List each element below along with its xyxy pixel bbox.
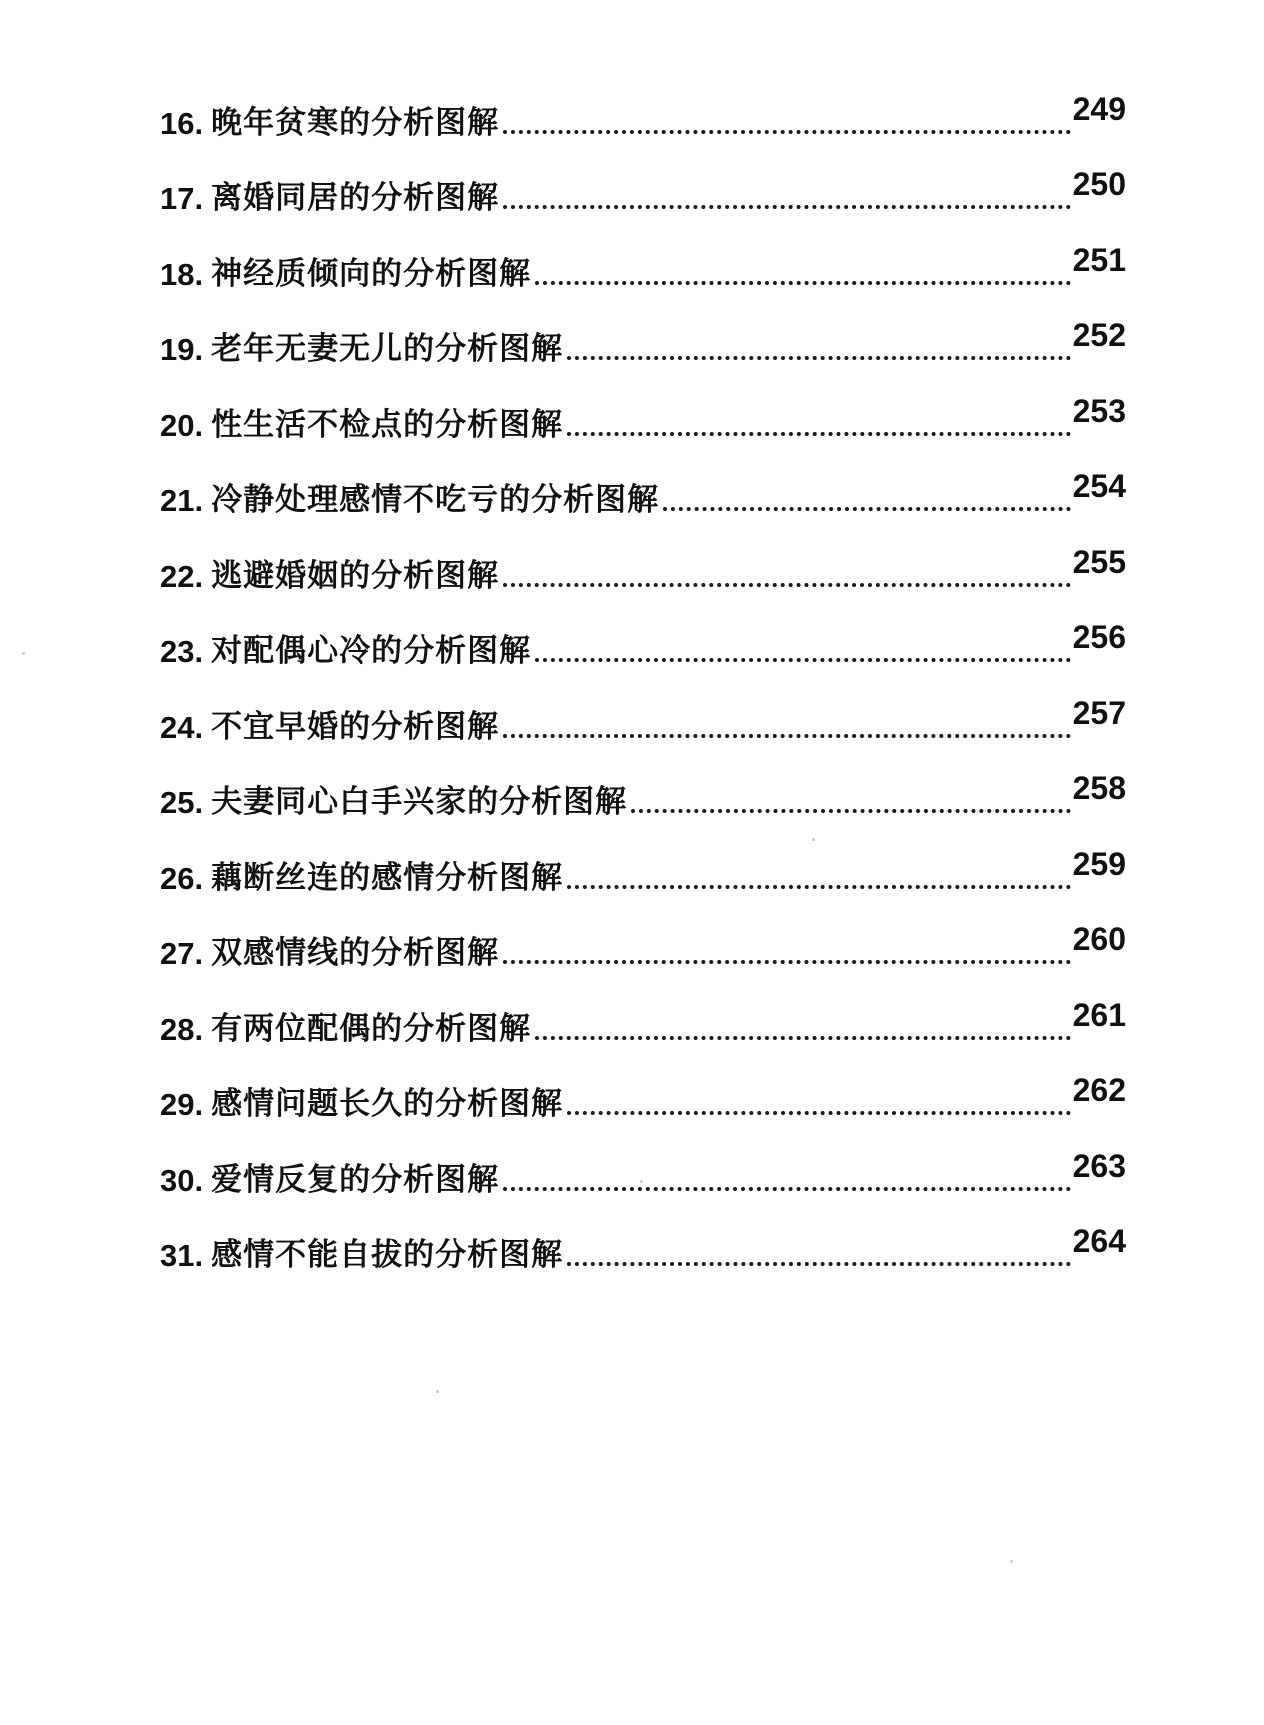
- toc-entry[interactable]: [160, 676, 1126, 752]
- toc-entry[interactable]: [160, 1054, 1126, 1130]
- toc-entry[interactable]: [160, 525, 1126, 601]
- entry-number: 19.: [160, 332, 204, 367]
- entry-number: 30.: [160, 1162, 204, 1198]
- entry-number: 18.: [160, 256, 204, 292]
- toc-entry[interactable]: [160, 827, 1126, 903]
- entry-title: 爱情反复的分析图解: [211, 1161, 500, 1198]
- dot-leader: [503, 933, 1071, 964]
- dot-leader: [535, 631, 1071, 662]
- dot-leader: [631, 782, 1071, 813]
- entry-number: 16.: [160, 105, 204, 141]
- entry-number: 25.: [160, 785, 204, 820]
- entry-page-number: 261: [1072, 996, 1126, 1033]
- entry-number: 17.: [160, 181, 204, 216]
- entry-page-number: 250: [1072, 166, 1126, 202]
- toc-entry[interactable]: [160, 1205, 1126, 1281]
- dot-leader: [567, 405, 1071, 436]
- entry-number: 29.: [160, 1087, 204, 1122]
- entry-title: 双感情线的分析图解: [211, 935, 500, 971]
- toc-entry[interactable]: [160, 374, 1126, 450]
- entry-title: 夫妻同心白手兴家的分析图解: [211, 784, 628, 820]
- entry-page-number: 254: [1072, 468, 1126, 504]
- entry-page-number: 262: [1072, 1072, 1126, 1108]
- entry-page-number: 256: [1072, 619, 1126, 655]
- entry-title: 感情问题长久的分析图解: [211, 1086, 564, 1122]
- entry-title: 对配偶心冷的分析图解: [211, 633, 532, 669]
- entry-title: 晚年贫寒的分析图解: [211, 104, 500, 141]
- entry-title: 离婚同居的分析图解: [211, 180, 500, 216]
- toc-entry[interactable]: [160, 72, 1126, 148]
- entry-title: 藕断丝连的感情分析图解: [211, 859, 564, 896]
- entry-title: 性生活不检点的分析图解: [211, 406, 564, 443]
- entry-title: 神经质倾向的分析图解: [211, 255, 532, 292]
- dot-leader: [503, 707, 1071, 738]
- dot-leader: [567, 1084, 1071, 1115]
- entry-number: 31.: [160, 1238, 204, 1273]
- entry-page-number: 252: [1072, 317, 1126, 353]
- entry-number: 20.: [160, 407, 204, 443]
- entry-page-number: 264: [1072, 1223, 1126, 1259]
- toc-entry[interactable]: [160, 978, 1126, 1054]
- toc-entry[interactable]: [160, 450, 1126, 526]
- entry-page-number: 259: [1072, 845, 1126, 882]
- toc-entry[interactable]: [160, 903, 1126, 979]
- entry-number: 27.: [160, 936, 204, 971]
- entry-page-number: 258: [1072, 770, 1126, 806]
- entry-page-number: 255: [1072, 543, 1126, 580]
- toc-entry[interactable]: [160, 299, 1126, 375]
- scan-speck: [640, 1180, 643, 1183]
- dot-leader: [567, 329, 1071, 360]
- scan-speck: [436, 1390, 439, 1393]
- entry-title: 感情不能自拔的分析图解: [211, 1237, 564, 1273]
- entry-page-number: 251: [1072, 241, 1126, 278]
- dot-leader: [535, 254, 1071, 285]
- dot-leader: [567, 1235, 1071, 1266]
- entry-title: 逃避婚姻的分析图解: [211, 557, 500, 594]
- entry-number: 28.: [160, 1011, 204, 1047]
- entry-page-number: 253: [1072, 392, 1126, 429]
- dot-leader: [503, 103, 1071, 134]
- entry-page-number: 257: [1072, 694, 1126, 731]
- entry-number: 21.: [160, 483, 204, 518]
- scan-speck: [1010, 1560, 1013, 1563]
- toc-entry[interactable]: [160, 752, 1126, 828]
- dot-leader: [567, 858, 1071, 889]
- toc-entry[interactable]: [160, 148, 1126, 224]
- scan-speck: [22, 652, 25, 655]
- entry-number: 23.: [160, 634, 204, 669]
- toc-entry[interactable]: [160, 223, 1126, 299]
- dot-leader: [503, 1160, 1071, 1191]
- entry-page-number: 260: [1072, 921, 1126, 957]
- entry-number: 22.: [160, 558, 204, 594]
- entry-page-number: 263: [1072, 1147, 1126, 1184]
- table-of-contents: [160, 72, 1126, 1280]
- toc-entry[interactable]: [160, 1129, 1126, 1205]
- dot-leader: [503, 178, 1071, 209]
- dot-leader: [535, 1009, 1071, 1040]
- entry-page-number: 249: [1072, 90, 1126, 127]
- scan-speck: [812, 838, 815, 841]
- toc-entry[interactable]: [160, 601, 1126, 677]
- entry-title: 冷静处理感情不吃亏的分析图解: [211, 482, 660, 518]
- dot-leader: [663, 480, 1071, 511]
- entry-number: 24.: [160, 709, 204, 745]
- dot-leader: [503, 556, 1071, 587]
- entry-title: 老年无妻无儿的分析图解: [211, 331, 564, 367]
- entry-title: 不宜早婚的分析图解: [211, 708, 500, 745]
- entry-number: 26.: [160, 860, 204, 896]
- entry-title: 有两位配偶的分析图解: [211, 1010, 532, 1047]
